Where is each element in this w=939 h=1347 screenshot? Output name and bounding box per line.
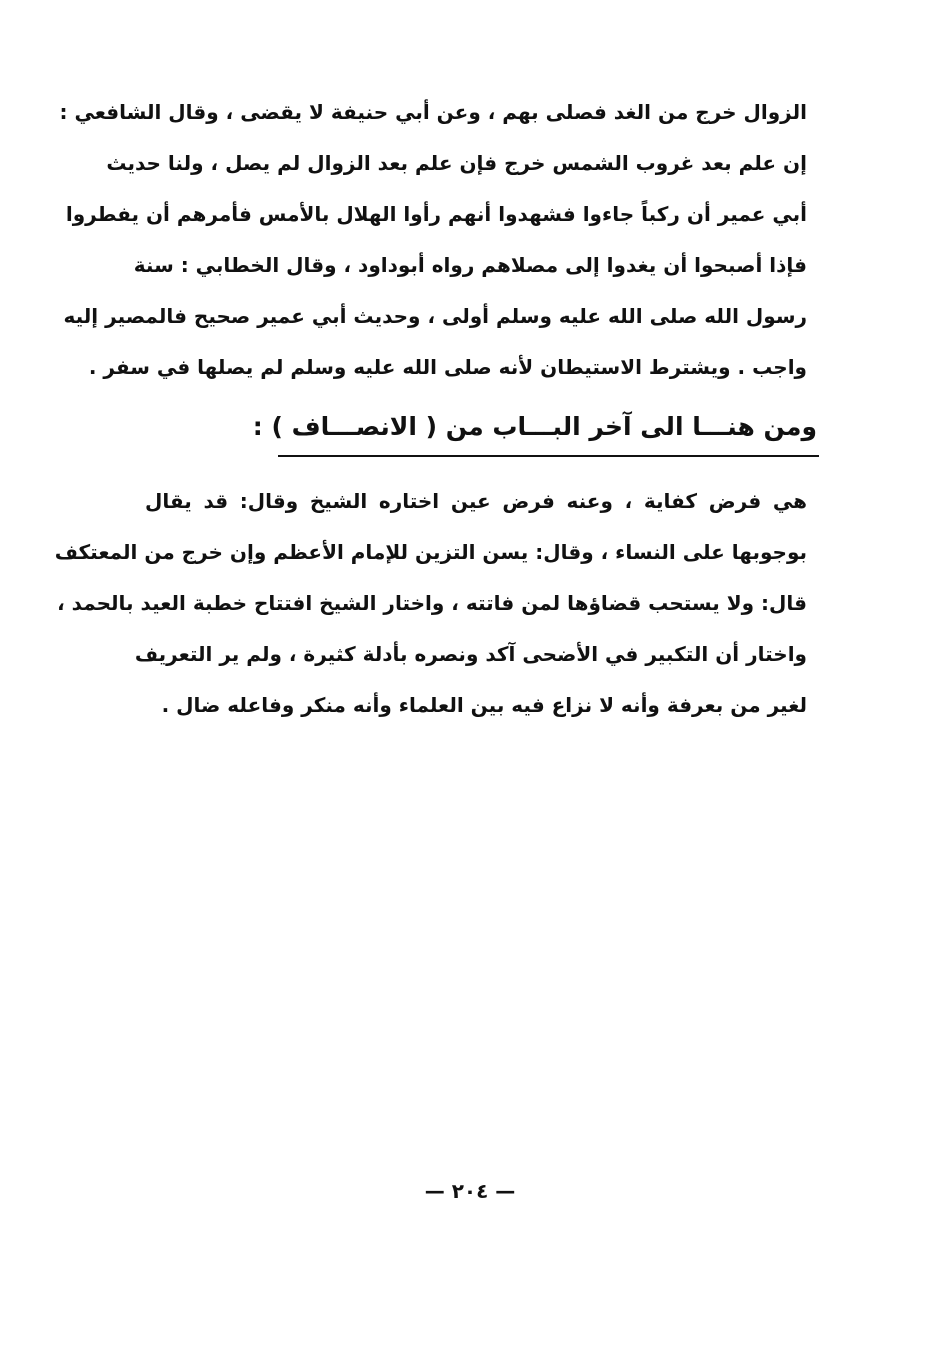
paragraph-2 — [54, 476, 807, 731]
paragraph-line: بوجوبها على النساء ، وقال: يسن التزين للإمام الأعظم وإن خرج من المعتكف — [54, 540, 807, 564]
paragraph-line: أبي عمير أن ركباً جاءوا فشهدوا أنهم رأوا الهلال بالأمس فأمرهم أن يفطروا — [65, 202, 807, 226]
paragraph-line: رسول الله صلى الله عليه وسلم أولى ، وحديث أبي عمير صحيح فالمصير إليه — [63, 304, 807, 328]
section-heading: ومن هنـــا الى آخر البـــاب من ( الانصـــاف ) : — [252, 412, 817, 441]
paragraph-line: واختار أن التكبير في الأضحى آكد ونصره بأدلة كثيرة ، ولم ير التعريف — [134, 642, 807, 666]
paragraph-1 — [59, 87, 807, 393]
paragraph-line: واجب . ويشترط الاستيطان لأنه صلى الله عليه وسلم لم يصلها في سفر . — [88, 355, 807, 379]
paragraph-line: قال: ولا يستحب قضاؤها لمن فاتته ، واختار الشيخ افتتاح خطبة العيد بالحمد ، — [57, 591, 807, 615]
paragraph-line: إن علم بعد غروب الشمس خرج فإن علم بعد الزوال لم يصل ، ولنا حديث — [106, 151, 807, 175]
heading-underline — [278, 455, 819, 457]
paragraph-line: الزوال خرج من الغد فصلى بهم ، وعن أبي حنيفة لا يقضى ، وقال الشافعي : — [59, 100, 807, 124]
paragraph-line: فإذا أصبحوا أن يغدوا إلى مصلاهم رواه أبوداود ، وقال الخطابي : سنة — [133, 253, 807, 277]
paragraph-line: لغير من بعرفة وأنه لا نزاع فيه بين العلماء وأنه منكر وفاعله ضال . — [161, 693, 807, 717]
paragraph-line: هي فرض كفاية ، وعنه فرض عين اختاره الشيخ وقال: قد يقال — [145, 489, 807, 513]
page-number: — ٢٠٤ — — [424, 1179, 516, 1203]
